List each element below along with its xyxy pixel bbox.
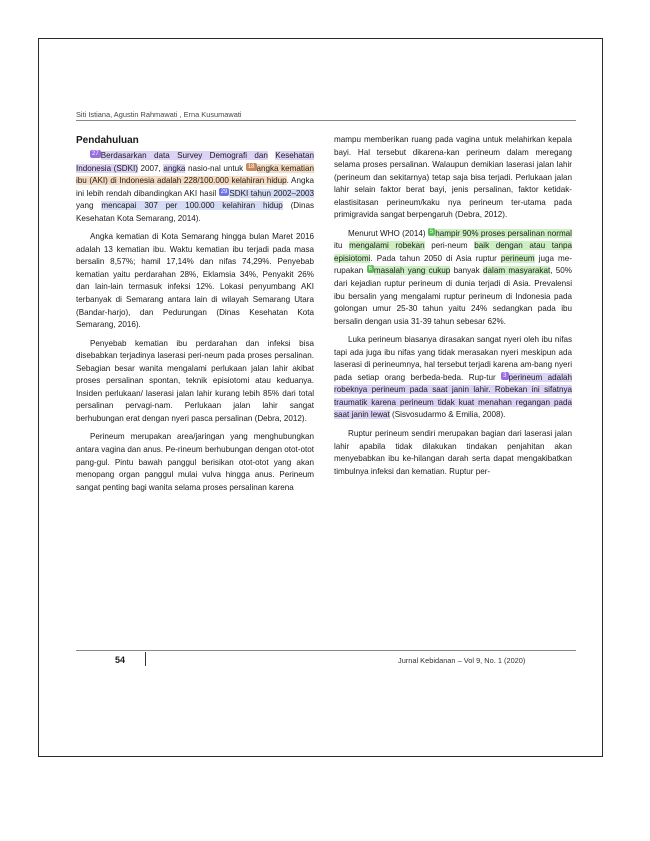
text-span: . Pada tahun 2050 di Asia ruptur [370, 253, 501, 263]
text-span: , 50% dari kejadian ruptur perineum di dunia terjadi di Asia. Prevalensi ibu bersalin yang mengalami ruptur perineum di Indonesia pada golongan umur 25-30 tahun yaitu 24% sedangkan pada ibu bersalin dengan usia 31-39 tahun sebesar 62%. [334, 266, 572, 326]
right-paragraph-4: Ruptur perineum sendiri merupakan bagian dari laserasi jalan lahir apabila tidak dilakukan tindakan penjahitan akan menyebabkan ibu ke-hilangan darah serta dapat mengakibatkan timbulnya infeksi dan kematian. Ruptur per- [334, 429, 572, 476]
text-span: banyak [450, 266, 484, 276]
text-span: nasio-nal untuk [185, 163, 246, 173]
highlight-hampir-90: hampir 90% proses persalinan normal [435, 228, 572, 238]
text-span: . Angka ini lebih rendah dibandingkan AKI hasil [76, 176, 315, 198]
text-span: Menurut WHO (2014) [348, 228, 428, 238]
text-span: juga me-rupakan [334, 253, 572, 276]
annotation-badge-27[interactable]: 27 [92, 151, 99, 157]
highlight-sdki-2002: SDKI tahun 2002–2003 [229, 188, 314, 198]
text-span: itu [334, 241, 350, 251]
highlight-perineum: perineum [500, 253, 535, 263]
left-paragraph-4: Perineum merupakan area/jaringan yang menghubungkan antara vagina dan anus. Pe-rineum berhubungan dengan otot-otot pang-gul. Pintu bawah panggul berisikan otot-otot yang akan menopang organ panggul mulai vulva hingga anus. Perineum sangat penting bagi wanita selama proses persalinan karena [76, 432, 314, 492]
left-column [76, 134, 314, 500]
highlight-masalah: masalah yang cukup [373, 266, 451, 276]
journal-citation: Jurnal Kebidanan – Vol 9, No. 1 (2020) [398, 656, 526, 665]
highlight-ruptur-definition: perineum adalah robeknya perineum pada saat janin lahir. Robekan ini sifatnya traumatik karena perineum tidak kuat menahan regangan pada saat janin lewat [334, 372, 572, 420]
text-span: (Sisvosudarmo & Emilia, 2008). [389, 410, 506, 420]
highlight-angka: angka [163, 163, 186, 173]
annotation-badge-18[interactable]: 18 [247, 163, 255, 170]
text-span: Luka perineum biasanya dirasakan sangat nyeri oleh ibu nifas tapi ada juga ibu nifas yang tidak merasakan nyeri meskipun ada laserasi di perineumnya, hal tersebut terjadi karena am-bang nyeri pada setiap orang berbeda-beda. Rup-tur [334, 335, 572, 382]
text-span: (Dinas Kesehatan Kota Semarang, 2014). [76, 201, 314, 223]
right-paragraph-1: mampu memberikan ruang pada vagina untuk melahirkan kepala bayi. Hal tersebut dikarena-kan perineum dalam meregang selama proses persalinan. Walaupun demikian laserasi jalan lahir (perineum dan sekitarnya) tetap saja bisa terjadi. Perlukaan jalan lahir selain faktor berat bayi, jenis persalinan, faktor ketidak-elastisitasan perineum/kaku nya perineum ter-utama pada primigravida sangat berpengaruh (Debra, 2012). [334, 135, 572, 220]
annotation-badge-29[interactable]: 29 [220, 188, 228, 195]
left-paragraph-1 [76, 150, 314, 225]
left-paragraph-3: Penyebab kematian ibu perdarahan dan infeksi bisa disebabkan terjadinya laserasi peri-neum pada proses persalinan. Sebagian besar wanita mengalami perlukaan jalan lahir akibat proses persalinan spontan, teknik episiotomi atau keduanya. Insiden perlukaan/ laserasi jalan lahir kurang lebih 85% dari total persalinan pervagi-nam. Perlukaan jalan lahir sangat berhubungan erat dengan nyeri pasca persalinan (Debra, 2012). [76, 338, 314, 423]
text-span: yang [76, 201, 102, 211]
right-column [334, 134, 572, 484]
section-heading: Pendahuluan [76, 135, 139, 146]
page-number: 54 [115, 655, 126, 665]
right-paragraph-2 [334, 228, 572, 328]
page-number-separator [145, 652, 146, 666]
running-header: Siti Istiana, Agustin Rahmawati , Erna Kusumawati [76, 110, 242, 119]
right-paragraph-3 [334, 334, 572, 422]
highlight-robekan: mengalami robekan [349, 241, 425, 251]
highlight-survey: Berdasarkan data Survey Demografi dan [100, 151, 268, 160]
annotation-badge-6[interactable]: 6 [368, 266, 372, 273]
annotation-badge-3[interactable]: 3 [503, 372, 507, 379]
text-span: 2007, [137, 163, 164, 173]
text-span: peri-neum [424, 241, 475, 251]
highlight-mencapai: mencapai 307 per 100.000 kelahiran hidup [101, 201, 283, 211]
footer-divider [76, 650, 576, 651]
highlight-episiotomi: baik dengan atau tanpa episiotomi [334, 241, 572, 263]
highlight-aki: angka kematian ibu (AKI) di Indonesia adalah 228/100.000 kelahiran hidup [76, 163, 314, 186]
header-divider [76, 120, 576, 121]
highlight-masyarakat: dalam masyarakat [483, 266, 551, 276]
highlight-sdki: Kesehatan Indonesia (SDKI) [76, 151, 314, 173]
annotation-badge-5[interactable]: 5 [429, 228, 434, 235]
left-paragraph-2: Angka kematian di Kota Semarang hingga bulan Maret 2016 adalah 13 kematian ibu. Waktu kematian ibu terjadi pada masa bersalin 8,57%; hamil 17,14% dan nifas 74,29%. Penyebab kematian yaitu perdarahan 28%, Eklamsia 34%, Penyakit 26% dan lain-lain termasuk infeksi 12%. Lokasi penyumbang AKI terbanyak di Semarang antara lain di wilayah Semarang Utara (Bandar-harjo), dan Pedurungan (Dinas Kesehatan Kota Semarang, 2016). [76, 232, 314, 330]
